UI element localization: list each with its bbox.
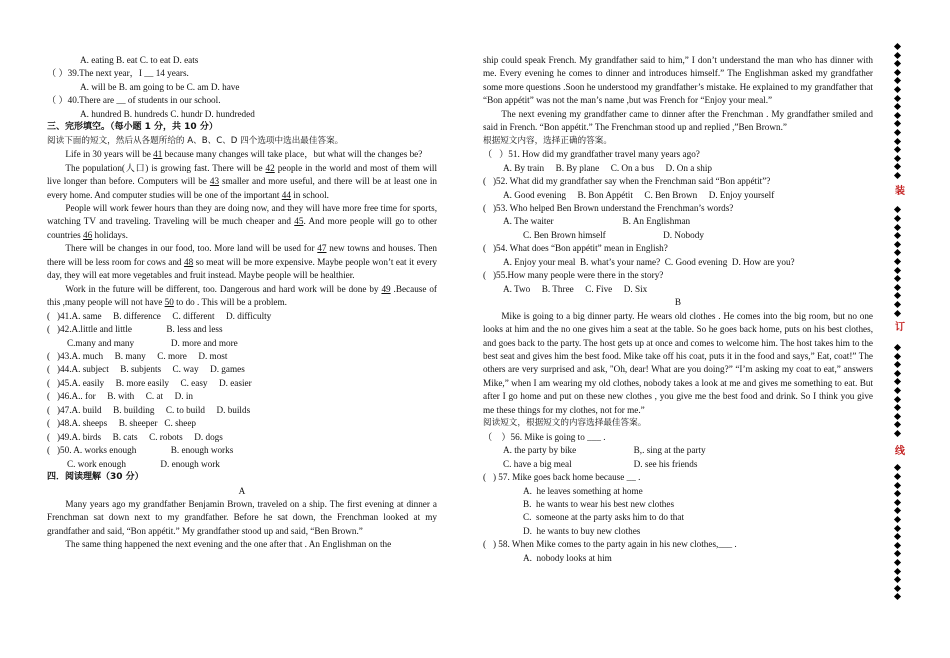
passage-a-label: A — [238, 485, 246, 496]
passage-a-paragraph-3: The next evening my grandfather came to dinner after the Frenchman . My grandfather smiled and said in French. “Bon appétit.” The Frenchman stood up and replied ,”Ben Brown.” — [483, 108, 873, 133]
question-39: （ ）39.The next year，I __ 14 years. — [47, 68, 189, 79]
left-column — [47, 54, 437, 552]
section-3-instruction: 阅读下面的短文，然后从各题所给的 A、B、C、D 四个选项中选出最佳答案。 — [47, 135, 344, 146]
question-44: ( )44.A. subject B. subjents C. way D. games — [47, 364, 245, 375]
right-column — [483, 54, 873, 565]
q38-options: A. eating B. eat C. to eat D. eats — [80, 55, 199, 65]
question-57: ( ) 57. Mike goes back home because __ . — [483, 472, 641, 483]
passage-a-paragraph-1: Many years ago my grandfather Benjamin Brown, traveled on a ship. The first evening at dinner a Frenchman sat down next to my grandfather. Before he sat down, the Frenchman looked at my grandfather and said, “Bon appétit.” My grandfather stood up and said, “Ben Brown.” — [47, 498, 437, 536]
cloze-paragraph-4: There will be changes in our food, too. More land will be used for 47 new towns and houses. Then there will be less room for cows and 48 so meat will be more expensive. Maybe people won’t eat it every day, they will eat more vegetables and fruit instead. Maybe people will be healthier. — [47, 243, 437, 281]
q52-options: A. Good evening B. Bon Appétit C. Ben Brown D. Enjoy yourself — [503, 189, 775, 200]
q54-options: A. Enjoy your meal B. what’s your name? C. Good evening D. How are you? — [503, 256, 795, 267]
blank-45: 45 — [294, 216, 304, 227]
cloze-paragraph-5: Work in the future will be different, too. Dangerous and hard work will be done by 49 .Because of this ,many people will not have 50 to do . This will be a problem. — [47, 283, 437, 308]
seal-char-zhuang: 装 — [895, 186, 905, 197]
question-42: ( )42.A.little and little B. less and less — [47, 324, 223, 335]
blank-42: 42 — [265, 162, 275, 173]
passage-a-instruction: 根据短文内容，选择正确的答案。 — [483, 135, 612, 146]
q57-option-c: C. someone at the party asks him to do that — [523, 512, 685, 523]
q50-options-cd: C. work enough D. enough work — [67, 458, 220, 469]
passage-b-label: B — [674, 297, 682, 308]
question-49: ( )49.A. birds B. cats C. robots D. dogs — [47, 431, 223, 442]
question-54: ( )54. What does “Bon appétit” mean in English? — [483, 243, 668, 254]
question-51: （ ）51. How did my grandfather travel many years ago? — [483, 149, 700, 160]
blank-48: 48 — [183, 256, 194, 267]
question-52: ( )52. What did my grandfather say when the Frenchman said “Bon appétit”? — [483, 176, 771, 187]
question-43: ( )43.A. much B. many C. more D. most — [47, 350, 228, 361]
q56-options-ab: A. the party by bike B,. sing at the party — [503, 445, 706, 456]
question-40: （ ）40.There are __ of students in our school. — [47, 95, 221, 106]
blank-50: 50 — [164, 297, 174, 308]
question-56: （ ）56. Mike is going to ___ . — [483, 431, 606, 442]
passage-b-instruction: 阅读短文，根据短文的内容选择最佳答案。 — [483, 418, 647, 429]
passage-a-paragraph-2-continued: ship could speak French. My grandfather said to him,” I don’t understand the man who has dinner with me. Every evening he comes to dinner and introduces himself.” The Englishman asked my grandfather some more questions .Soon he understood my grandfather’s mistake. He explained to my grandfather that “Bon appétit” was not the man’s name ,but was French for “Enjoy your meal.” — [483, 55, 873, 106]
cloze-paragraph-2: The population(人口) is growing fast. There will be 42 people in the world and most of them will live longer than before. Computers will be 43 smaller and more useful, and there will be at least one in every home. And computer studies will be one of the important 44 in school. — [47, 162, 438, 200]
q57-option-a: A. he leaves something at home — [523, 485, 643, 496]
blank-44: 44 — [281, 189, 291, 200]
blank-41: 41 — [153, 149, 163, 160]
q57-option-b: B. he wants to wear his best new clothes — [523, 498, 675, 509]
q58-option-a: A. nobody looks at him — [523, 552, 612, 563]
binding-margin — [893, 44, 907, 604]
question-41: ( )41.A. same B. difference C. different D. difficulty — [47, 310, 272, 321]
question-58: ( ) 58. When Mike comes to the party again in his new clothes,___ . — [483, 539, 737, 550]
question-47: ( )47.A. build B. building C. to build D. builds — [47, 404, 251, 415]
q56-options-cd: C. have a big meal D. see his friends — [503, 458, 698, 469]
blank-47: 47 — [317, 243, 327, 254]
q40-options: A. hundred B. hundreds C. hundr D. hundreded — [80, 108, 255, 119]
question-55: ( )55.How many people were there in the story? — [483, 270, 664, 281]
q42-options-cd: C.many and many D. more and more — [67, 337, 238, 348]
passage-a-paragraph-2: The same thing happened the next evening and the one after that . An Englishman on the — [65, 539, 392, 550]
q55-options: A. Two B. Three C. Five D. Six — [503, 283, 648, 294]
question-45: ( )45.A. easily B. more easily C. easy D. easier — [47, 377, 252, 388]
section-3-title: 三、完形填空。（每小题 1 分，共 10 分） — [47, 122, 218, 133]
question-53: ( )53. Who helped Ben Brown understand the Frenchman’s words? — [483, 202, 734, 213]
q51-options: A. By train B. By plane C. On a bus D. On a ship — [503, 162, 713, 173]
question-50: ( )50. A. works enough B. enough works — [47, 445, 234, 456]
q53-options-ab: A. The waiter B. An Englishman — [503, 216, 691, 227]
cloze-paragraph-3: People will work fewer hours than they are doing now, and they will have more free time for sports, watching TV and traveling. Traveling will be much cheaper and 45. And more people will go to other countries 46 holidays. — [47, 202, 438, 240]
blank-46: 46 — [82, 229, 93, 240]
q57-option-d: D. he wants to buy new clothes — [523, 525, 641, 536]
cloze-paragraph-1: Life in 30 years will be 41 because many changes will take place，but what will the changes be? — [65, 149, 423, 160]
q39-options: A. will be B. am going to be C. am D. have — [80, 81, 240, 92]
question-46: ( )46.A.. for B. with C. at D. in — [47, 391, 193, 402]
passage-b-paragraph: Mike is going to a big dinner party. He wears old clothes . He comes into the big room, but no one looks at him and the no one gives him a seat at the table. So he goes back home, puts on his best clothes, and goes back to the party. The host gets up at once and comes to welcome him. The host takes him to the best seat and gives him the best food. Mike take off his coat, puts it in the food and says,” Eat, coat!” The others are very surprised and ask, "Oh, dear! What are you doing?” “I’m asking my coat to eat,” answers Mike,” when I am wearing my old clothes, nobody takes a look at me and gives me something to eat. But after I go home and put on these new clothes , you give me the best food and drink. So I think you give me these things for my clothes, not for me.” — [483, 310, 873, 415]
section-4-title: 四．阅读理解（30 分） — [47, 472, 144, 483]
question-48: ( )48.A. sheeps B. sheeper C. sheep — [47, 418, 197, 429]
seal-char-xian: 线 — [895, 446, 905, 457]
q53-options-cd: C. Ben Brown himself D. Nobody — [523, 229, 704, 240]
seal-char-ding: 订 — [895, 322, 905, 333]
blank-43: 43 — [209, 176, 220, 187]
blank-49: 49 — [381, 283, 391, 294]
